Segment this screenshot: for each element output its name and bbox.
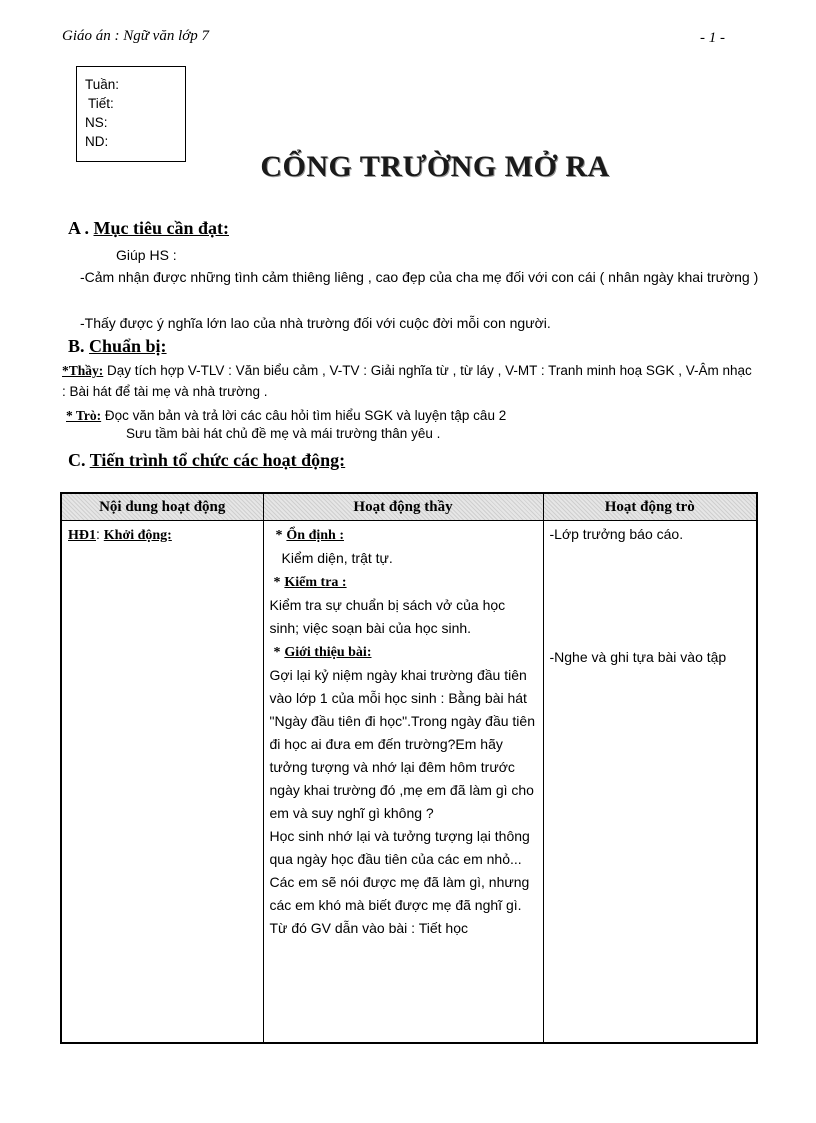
intro-heading xyxy=(270,640,537,664)
page-title: CỔNG TRƯỜNG MỞ RA xyxy=(260,150,610,183)
student-label: * Trò: xyxy=(66,408,102,423)
prep-date-label: NS: xyxy=(85,115,108,130)
check-title: Kiểm tra : xyxy=(284,575,347,590)
section-a-line2: -Thấy được ý nghĩa lớn lao của nhà trường đối với cuộc đời mỗi con người. xyxy=(80,315,551,331)
intro-paragraph-1: Gợi lại kỷ niệm ngày khai trường đầu tiên vào lớp 1 của mỗi học sinh : Bằng bài hát "Ngày đầu tiên đi học".Trong ngày đầu tiên đi học ai đưa em đến trường?Em hãy tưởng tượng và nhớ lại đêm hôm trước ngày khai trường đó ,mẹ em đã làm gì cho em và suy nghĩ gì không ? xyxy=(269,667,535,821)
teach-date-label: ND: xyxy=(85,134,109,149)
stabilize-text: Kiểm diện, trật tự. xyxy=(281,550,393,566)
section-a-line1: -Cảm nhận được những tình cảm thiêng liêng , cao đẹp của cha mẹ đối với con cái ( nhân ngày khai trường ) xyxy=(80,269,759,285)
document-header-title: Giáo án : Ngữ văn lớp 7 xyxy=(62,28,210,44)
period-label: Tiết: xyxy=(88,96,114,111)
section-b-heading xyxy=(68,336,167,357)
student-activity-2: -Nghe và ghi tựa bài vào tập xyxy=(549,649,727,665)
intro-paragraph-2: Học sinh nhớ lại và tưởng tượng lại thông qua ngày học đầu tiên của các em nhỏ... xyxy=(269,828,530,867)
section-c-heading xyxy=(68,450,345,471)
activity-title: Khởi động: xyxy=(103,528,172,543)
teacher-prep-text: Dạy tích hợp V-TLV : Văn biểu cảm , V-TV : Giải nghĩa từ , từ láy , V-MT : Tranh minh hoạ SGK , V-Âm nhạc : Bài hát để tài mẹ và nhà trường . xyxy=(62,363,752,399)
activity-cell xyxy=(61,521,263,1044)
table-row xyxy=(61,521,757,1044)
section-c-title: Tiến trình tổ chức các hoạt động: xyxy=(89,450,346,470)
section-a-intro: Giúp HS : xyxy=(116,247,177,263)
page-number: - 1 - xyxy=(700,30,725,46)
check-text: Kiểm tra sự chuẩn bị sách vở của học sinh; việc soạn bài của học sinh. xyxy=(269,597,506,636)
student-prep-text2: Sưu tầm bài hát chủ đề mẹ và mái trường thân yêu . xyxy=(126,426,441,441)
student-prep-text1: Đọc văn bản và trả lời các câu hỏi tìm hiểu SGK và luyện tập câu 2 xyxy=(104,408,507,423)
activity-separator: : xyxy=(96,526,100,542)
section-a-prefix: A . xyxy=(68,218,90,238)
section-a-title: Mục tiêu cần đạt: xyxy=(93,218,229,238)
stabilize-star: * xyxy=(275,528,283,543)
check-star: * xyxy=(273,575,281,590)
intro-title: Giới thiệu bài: xyxy=(284,645,372,660)
table-header-row xyxy=(61,493,757,521)
teacher-label: *Thầy: xyxy=(62,363,104,378)
intro-paragraph-3: Các em sẽ nói được mẹ đã làm gì, nhưng các em khó mà biết được mẹ đã nghĩ gì. xyxy=(269,874,530,913)
teacher-activity-cell xyxy=(263,521,543,1044)
section-c-prefix: C. xyxy=(68,450,86,470)
section-b-prefix: B. xyxy=(68,336,85,356)
col-header-student: Hoạt động trò xyxy=(543,493,757,521)
intro-paragraph-4: Từ đó GV dẫn vào bài : Tiết học xyxy=(269,920,468,936)
activity-table xyxy=(60,492,758,1044)
student-activity-1: -Lớp trưởng báo cáo. xyxy=(549,526,684,542)
col-header-content: Nội dung hoạt động xyxy=(61,493,263,521)
teacher-prep xyxy=(62,360,752,402)
section-a-heading xyxy=(68,218,229,239)
activity-number: HĐ1 xyxy=(68,528,96,543)
student-activity-cell xyxy=(543,521,757,1044)
stabilize-title: Ổn định : xyxy=(286,528,344,543)
lesson-info-box xyxy=(76,66,186,162)
week-label: Tuần: xyxy=(85,77,120,92)
check-heading xyxy=(270,570,537,594)
section-b-title: Chuẩn bị: xyxy=(89,336,167,356)
student-prep xyxy=(66,405,756,426)
intro-star: * xyxy=(273,645,281,660)
col-header-teacher: Hoạt động thầy xyxy=(263,493,543,521)
stabilize-heading xyxy=(270,523,537,547)
